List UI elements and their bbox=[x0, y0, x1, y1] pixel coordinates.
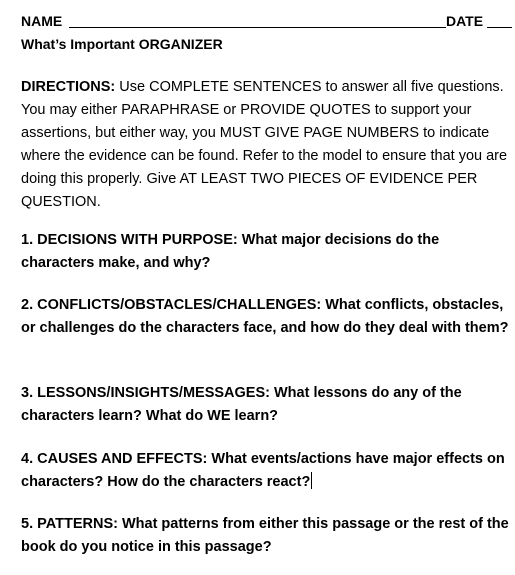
directions-text: Use COMPLETE SENTENCES to answer all five questions. You may either PARAPHRASE or PROVIDE QUOTES to support your assertions, but either way, you MUST GIVE PAGE NUMBERS to indicate where the evidence can be found. Refer to the model to ensure that you are doing this properly. Give AT LEAST TWO PIECES OF EVIDENCE PER QUESTION. bbox=[21, 79, 508, 210]
question-2: 2. CONFLICTS/OBSTACLES/CHALLENGES: What conflicts, obstacles, or challenges do the characters face, and how do they deal with them? bbox=[21, 297, 509, 336]
question-4 bbox=[21, 448, 511, 494]
question-3: 3. LESSONS/INSIGHTS/MESSAGES: What lessons do any of the characters learn? What do WE learn? bbox=[21, 385, 462, 424]
date-blank-line[interactable] bbox=[487, 27, 512, 28]
date-label: DATE bbox=[446, 13, 484, 29]
worksheet-title: What’s Important ORGANIZER bbox=[21, 36, 223, 52]
question-5: 5. PATTERNS: What patterns from either this passage or the rest of the book do you notice in this passage? bbox=[21, 516, 509, 555]
question-1: 1. DECISIONS WITH PURPOSE: What major decisions do the characters make, and why? bbox=[21, 232, 440, 271]
name-label: NAME bbox=[21, 13, 63, 29]
directions-label: DIRECTIONS: bbox=[21, 79, 116, 95]
text-cursor bbox=[311, 472, 312, 489]
question-4-text: 4. CAUSES AND EFFECTS: What events/actions have major effects on characters? How do the characters react? bbox=[21, 451, 505, 490]
header-row bbox=[21, 11, 491, 31]
name-blank-line[interactable] bbox=[69, 27, 446, 28]
directions-paragraph bbox=[21, 76, 511, 214]
